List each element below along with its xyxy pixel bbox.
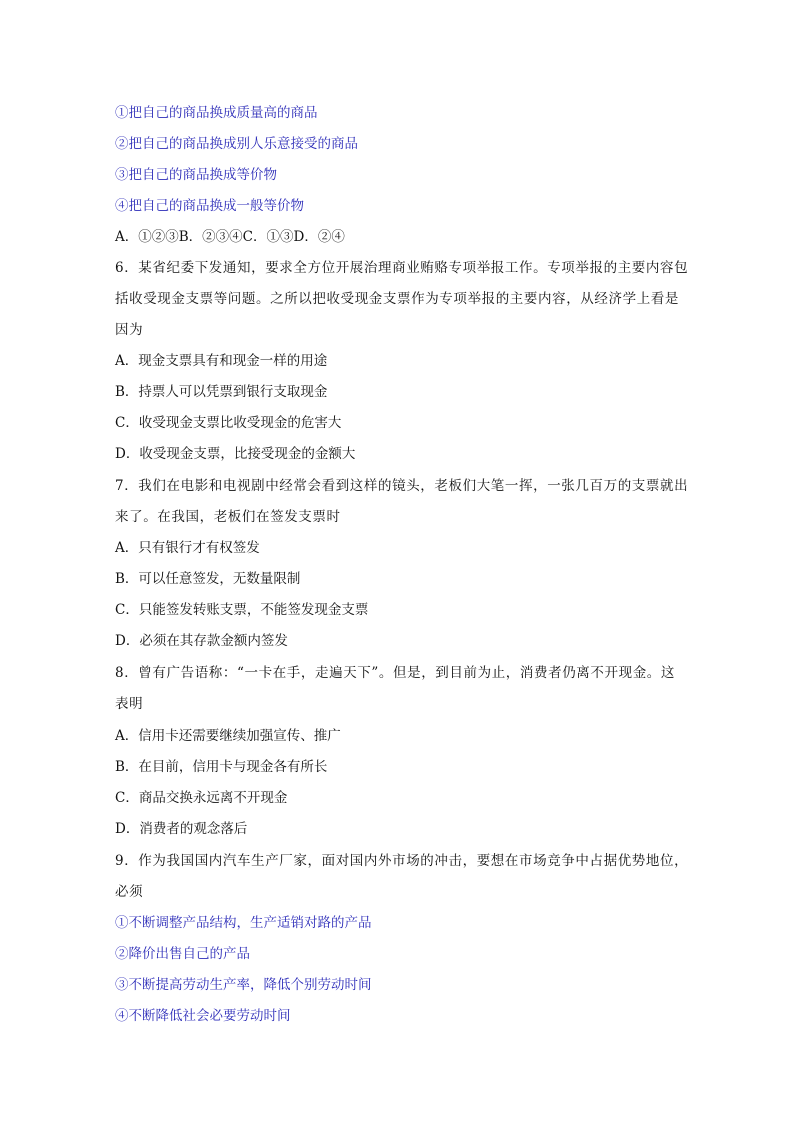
q7-option-b: B．可以任意签发，无数量限制 — [115, 571, 301, 587]
q6-stem-line-3: 因为 — [115, 322, 144, 338]
q9-statement-4: ④不断降低社会必要劳动时间 — [115, 1008, 291, 1024]
q7-stem-line-1: 7．我们在电影和电视剧中经常会看到这样的镜头，老板们大笔一挥，一张几百万的支票就出 — [115, 478, 689, 494]
q7-option-a: A．只有银行才有权签发 — [115, 540, 260, 556]
answer-choices: A．①②③B．②③④C．①③D．②④ — [115, 229, 345, 245]
q7-stem-line-2: 来了。在我国，老板们在签发支票时 — [115, 509, 341, 525]
q6-option-d: D．收受现金支票，比接受现金的金额大 — [115, 446, 356, 462]
q8-stem-line-2: 表明 — [115, 696, 144, 712]
q6-option-b: B．持票人可以凭票到银行支取现金 — [115, 384, 328, 400]
q8-option-b: B．在目前，信用卡与现金各有所长 — [115, 759, 328, 775]
q9-stem-line-2: 必须 — [115, 884, 144, 900]
statement-1: ①把自己的商品换成质量高的商品 — [115, 105, 318, 121]
q8-stem-line-1: 8．曾有广告语称：“一卡在手，走遍天下”。但是，到目前为止，消费者仍离不开现金。这 — [115, 665, 675, 681]
q7-option-d: D．必须在其存款金额内签发 — [115, 633, 288, 649]
q9-stem-line-1: 9．作为我国国内汽车生产厂家，面对国内外市场的冲击，要想在市场竞争中占据优势地位， — [115, 853, 689, 869]
q6-stem-line-1: 6．某省纪委下发通知，要求全方位开展治理商业贿赂专项举报工作。专项举报的主要内容包 — [115, 260, 689, 276]
q8-option-c: C．商品交换永远离不开现金 — [115, 790, 288, 806]
q6-option-a: A．现金支票具有和现金一样的用途 — [115, 353, 328, 369]
q8-option-d: D．消费者的观念落后 — [115, 821, 248, 837]
q9-statement-1: ①不断调整产品结构，生产适销对路的产品 — [115, 915, 372, 931]
q8-option-a: A．信用卡还需要继续加强宣传、推广 — [115, 728, 341, 744]
q6-stem-line-2: 括收受现金支票等问题。之所以把收受现金支票作为专项举报的主要内容，从经济学上看是 — [115, 291, 679, 307]
q9-statement-2: ②降价出售自己的产品 — [115, 946, 250, 962]
statement-4: ④把自己的商品换成一般等价物 — [115, 198, 304, 214]
q9-statement-3: ③不断提高劳动生产率，降低个别劳动时间 — [115, 977, 372, 993]
statement-2: ②把自己的商品换成别人乐意接受的商品 — [115, 136, 358, 152]
q7-option-c: C．只能签发转账支票，不能签发现金支票 — [115, 602, 369, 618]
q6-option-c: C．收受现金支票比收受现金的危害大 — [115, 415, 342, 431]
statement-3: ③把自己的商品换成等价物 — [115, 167, 277, 183]
